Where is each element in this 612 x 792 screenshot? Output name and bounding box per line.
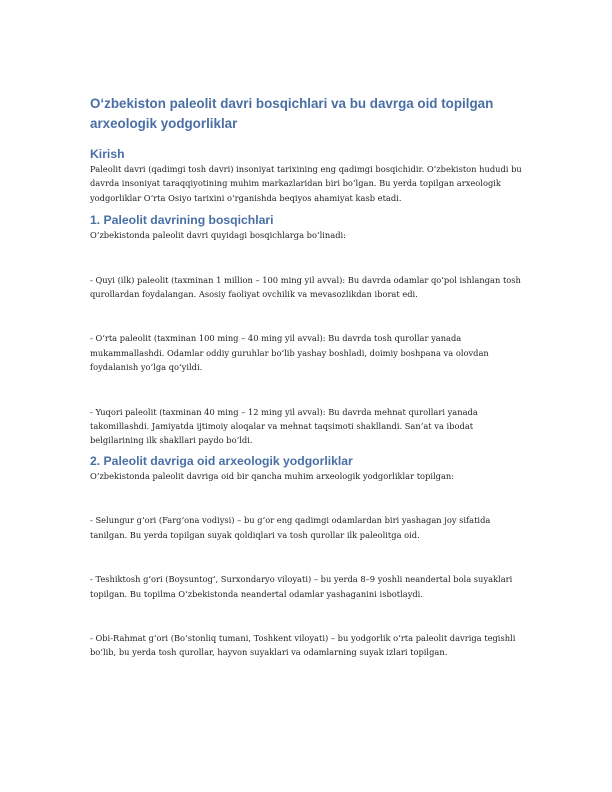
section2-heading: 2. Paleolit davriga oid arxeologik yodgorliklar	[90, 453, 353, 468]
section1-item-lower-paleolithic: - Quyi (ilk) paleolit (taxminan 1 million – 100 ming yil avval): Bu davrda odamlar qo‘pol ishlangan tosh qurollardan foydalangan. Asosiy faoliyat ovchilik va mevasozlikdan iborat edi.	[90, 274, 521, 300]
section1-lead: O‘zbekistonda paleolit davri quyidagi bosqichlarga bo‘linadi:	[90, 230, 346, 241]
document-body	[90, 94, 524, 660]
section2-lead: O‘zbekistonda paleolit davriga oid bir qancha muhim arxeologik yodgorliklar topilgan:	[90, 470, 455, 481]
document-title: O‘zbekiston paleolit davri bosqichlari va bu davrga oid topilgan arxeologik yodgorliklar	[90, 96, 494, 131]
section2-item-teshiktosh: - Teshiktosh g‘ori (Boysuntog‘, Surxondaryo viloyati) – bu yerda 8–9 yoshli neandertal bola suyaklari topilgan. Bu topilma O‘zbekistonda neandertal odamlar yashaganini isbotlaydi.	[90, 574, 513, 599]
section2-item-obi-rahmat: - Obi-Rahmat g‘ori (Bo‘stonliq tumani, Toshkent viloyati) – bu yodgorlik o‘rta paleolit davriga tegishli bo‘lib, bu yerda tosh qurollar, hayvon suyaklari va odamlarning suyak izlari topilgan.	[90, 632, 516, 658]
section2-item-selungur: - Selungur g‘ori (Farg‘ona vodiysi) – bu g‘or eng qadimgi odamlardan biri yashagan joy sifatida tanilgan. Bu yerda topilgan suyak qoldiqlari va tosh qurollar ilk paleolitga oid.	[90, 515, 491, 540]
section1-item-middle-paleolithic: - O‘rta paleolit (taxminan 100 ming – 40 ming yil avval): Bu davrda tosh qurollar yanada mukammallashdi. Odamlar oddiy guruhlar bo‘lib yashay boshladi, doimiy boshpana va olovdan foydalanish yo‘lga qo‘yildi.	[90, 333, 489, 373]
section1-item-upper-paleolithic: - Yuqori paleolit (taxminan 40 ming – 12 ming yil avval): Bu davrda mehnat qurollari yanada takomillashdi. Jamiyatda ijtimoiy aloqalar va mehnat taqsimoti shakllandi. San’at va ibodat belgilarining ilk shakllari paydo bo‘ldi.	[90, 406, 478, 446]
intro-heading: Kirish	[90, 147, 125, 161]
intro-paragraph: Paleolit davri (qadimgi tosh davri) insoniyat tarixining eng qadimgi bosqichidir. O‘zbekiston hududi bu davrda insoniyat taraqqiyotining muhim markazlaridan biri bo‘lgan. Bu yerda topilgan arxeologik yodgorliklar O‘rta Osiyo tarixini o‘rganishda beqiyos ahamiyat kasb etadi.	[90, 164, 522, 203]
section1-heading: 1. Paleolit davrining bosqichlari	[90, 213, 274, 228]
